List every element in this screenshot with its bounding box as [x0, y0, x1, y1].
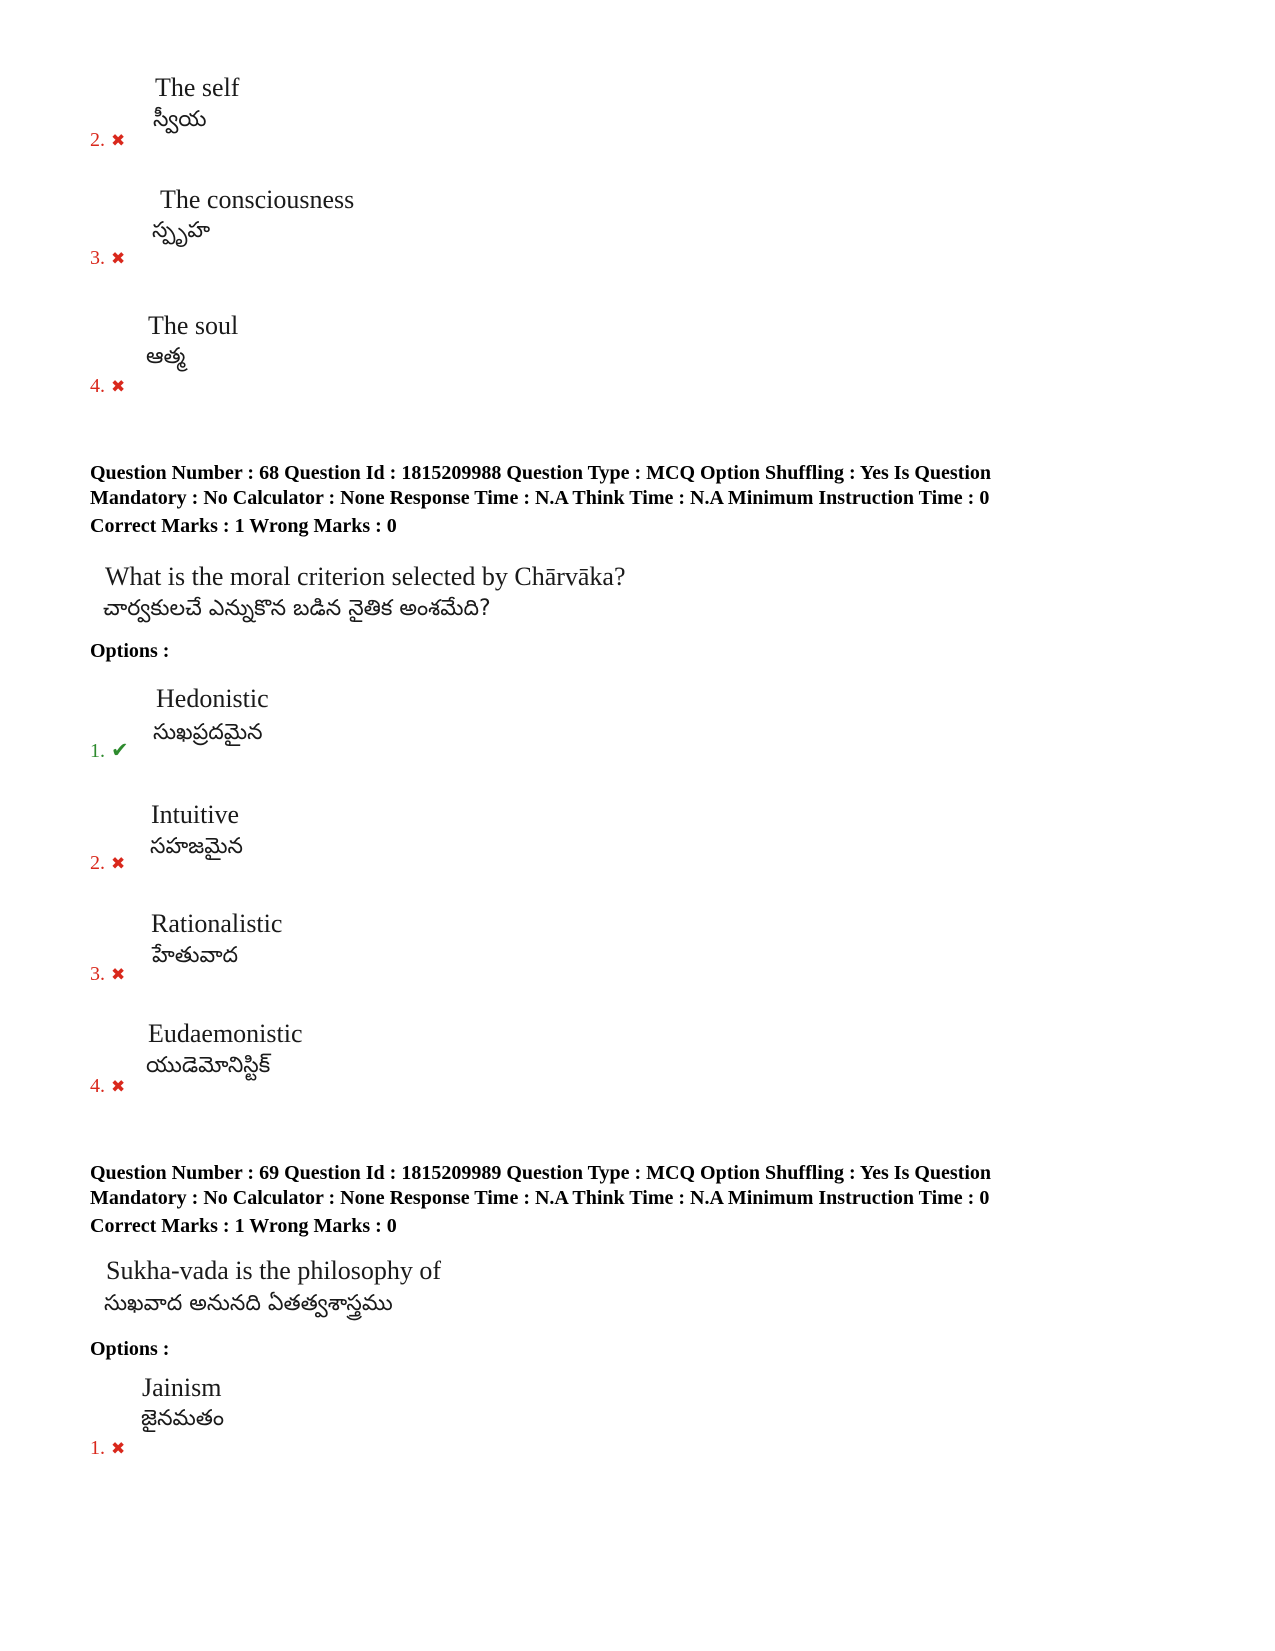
option-number: 4.	[90, 375, 105, 397]
option-number: 2.	[90, 852, 105, 874]
option-text-te: సహజమైన	[150, 834, 243, 859]
option-marker	[90, 128, 125, 153]
option-marker	[90, 1074, 125, 1099]
option-text-en: The soul	[148, 311, 239, 340]
cross-icon: ✖	[111, 131, 126, 150]
question-meta	[90, 1161, 1210, 1211]
option-text-en: Hedonistic	[156, 684, 269, 713]
option-text-te: స్వీయ	[153, 107, 207, 132]
option-text-te: సుఖప్రదమైన	[153, 720, 263, 745]
question-text-te: చార్వకులచే ఎన్నుకొన బడిన నైతిక అంశమేది?	[103, 596, 491, 621]
question-text-en: What is the moral criterion selected by Chārvāka?	[105, 562, 626, 591]
question-meta-line-1: Question Number : 68 Question Id : 1815209988 Question Type : MCQ Option Shuffling : Yes Is Question	[90, 462, 992, 484]
option-text-te: యుడెమోనిస్టిక్	[146, 1053, 271, 1078]
question-meta	[90, 461, 1210, 511]
option-text-en: Rationalistic	[151, 909, 283, 938]
option-text-en: The self	[155, 73, 240, 102]
cross-icon: ✖	[111, 854, 126, 873]
option-text-te: ఆత్మ	[146, 344, 186, 369]
option-marker	[90, 1436, 125, 1461]
question-meta-line-1: Question Number : 69 Question Id : 1815209989 Question Type : MCQ Option Shuffling : Yes Is Question	[90, 1162, 992, 1184]
option-text-te: హేతువాద	[152, 943, 239, 968]
option-marker	[90, 962, 125, 987]
option-text-en: The consciousness	[160, 185, 355, 214]
option-number: 3.	[90, 963, 105, 985]
option-marker	[90, 374, 125, 399]
check-icon: ✔	[111, 738, 129, 762]
option-text-te: స్పృహ	[152, 218, 211, 243]
question-text-en: Sukha-vada is the philosophy of	[106, 1256, 442, 1285]
option-marker	[90, 738, 129, 763]
question-meta-line-2: Mandatory : No Calculator : None Response Time : N.A Think Time : N.A Minimum Instruction Time : 0	[90, 1187, 990, 1209]
question-marks: Correct Marks : 1 Wrong Marks : 0	[90, 515, 397, 537]
question-text-te: సుఖవాద అనునది ఏతత్వశాస్త్రము	[104, 1291, 393, 1316]
cross-icon: ✖	[111, 249, 126, 268]
cross-icon: ✖	[111, 1439, 126, 1458]
options-label: Options :	[90, 1338, 170, 1360]
question-marks: Correct Marks : 1 Wrong Marks : 0	[90, 1215, 397, 1237]
cross-icon: ✖	[111, 1077, 126, 1096]
option-text-en: Eudaemonistic	[148, 1019, 303, 1048]
cross-icon: ✖	[111, 377, 126, 396]
cross-icon: ✖	[111, 965, 126, 984]
question-meta-line-2: Mandatory : No Calculator : None Response Time : N.A Think Time : N.A Minimum Instruction Time : 0	[90, 487, 990, 509]
option-marker	[90, 851, 125, 876]
option-text-te: జైనమతం	[141, 1406, 225, 1431]
option-text-en: Intuitive	[151, 800, 240, 829]
option-marker	[90, 246, 125, 271]
options-label: Options :	[90, 640, 170, 662]
option-number: 2.	[90, 129, 105, 151]
option-number: 1.	[90, 1437, 105, 1459]
option-number: 1.	[90, 740, 105, 762]
option-number: 4.	[90, 1075, 105, 1097]
option-number: 3.	[90, 247, 105, 269]
option-text-en: Jainism	[142, 1373, 222, 1402]
